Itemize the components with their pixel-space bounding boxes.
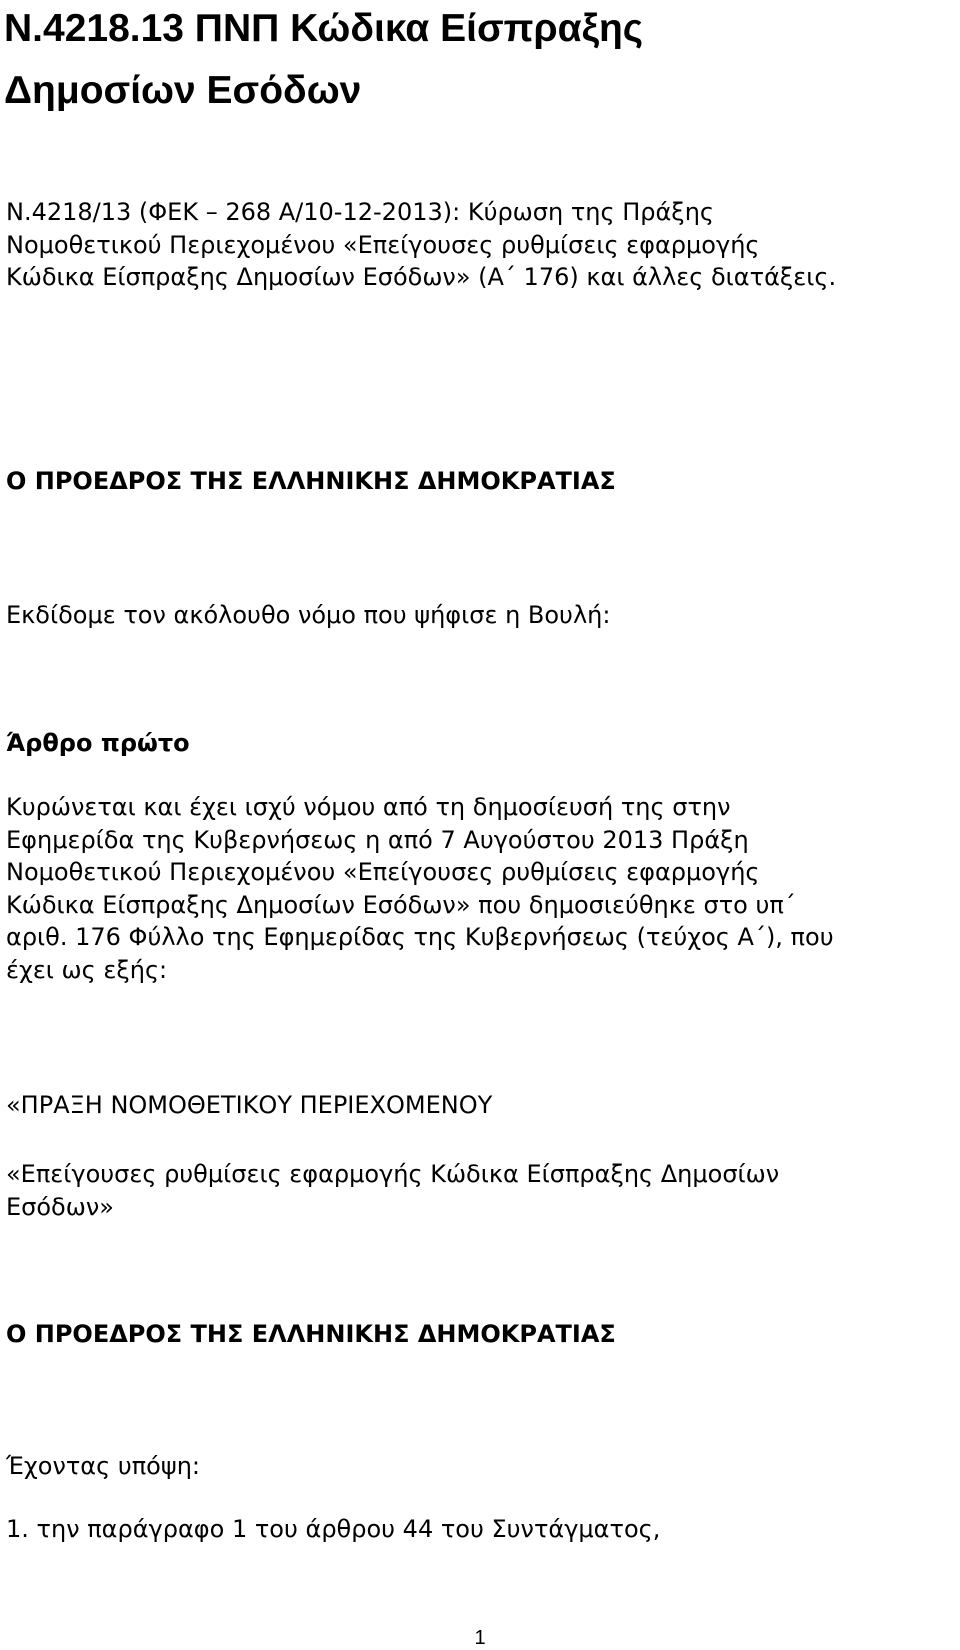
president-heading: Ο ΠΡΟΕΔΡΟΣ ΤΗΣ ΕΛΛΗΝΙΚΗΣ ΔΗΜΟΚΡΑΤΙΑΣ [6, 467, 616, 495]
article-line: Εφημερίδα της Κυβερνήσεως η από 7 Αυγούστου 2013 Πράξη [6, 825, 749, 854]
law-subtitle [6, 196, 960, 294]
article-body [6, 791, 960, 986]
article-line: Κυρώνεται και έχει ισχύ νόμου από τη δημοσίευσή της στην [6, 793, 731, 821]
title-line: Δημοσίων Εσόδων [4, 69, 362, 112]
act-title-line: «Επείγουσες ρυθμίσεις εφαρμογής Κώδικα Είσπραξης Δημοσίων [6, 1160, 780, 1188]
considering-label: Έχοντας υπόψη: [6, 1452, 200, 1480]
act-title [6, 1158, 960, 1223]
issue-statement: Εκδίδομε τον ακόλουθο νόμο που ψήφισε η Βουλή: [6, 601, 611, 629]
article-line: Κώδικα Είσπραξης Δημοσίων Εσόδων» που δημοσιεύθηκε στο υπ΄ [6, 890, 796, 919]
list-item: 1. την παράγραφο 1 του άρθρου 44 του Συντάγματος, [6, 1515, 661, 1543]
act-heading: «ΠΡΑΞΗ ΝΟΜΟΘΕΤΙΚΟΥ ΠΕΡΙΕΧΟΜΕΝΟΥ [6, 1091, 493, 1119]
subtitle-line: Κώδικα Είσπραξης Δημοσίων Εσόδων» (Α΄ 176) και άλλες διατάξεις. [6, 263, 837, 291]
document-title [4, 0, 960, 122]
president-heading-second: Ο ΠΡΟΕΔΡΟΣ ΤΗΣ ΕΛΛΗΝΙΚΗΣ ΔΗΜΟΚΡΑΤΙΑΣ [6, 1320, 616, 1348]
subtitle-line: Νομοθετικού Περιεχομένου «Επείγουσες ρυθμίσεις εφαρμογής [6, 230, 760, 259]
title-line: Ν.4218.13 ΠΝΠ Κώδικα Είσπραξης [4, 7, 644, 50]
act-title-line: Εσόδων» [6, 1192, 114, 1221]
article-line: αριθ. 176 Φύλλο της Εφημερίδας της Κυβερνήσεως (τεύχος Α΄), που [6, 923, 834, 951]
article-line: έχει ως εξής: [6, 955, 168, 984]
page-number: 1 [474, 1627, 486, 1649]
article-line: Νομοθετικού Περιεχομένου «Επείγουσες ρυθμίσεις εφαρμογής [6, 858, 760, 886]
article-heading: Άρθρο πρώτο [6, 729, 190, 757]
subtitle-line: Ν.4218/13 (ΦΕΚ – 268 Α/10-12-2013): Κύρωση της Πράξης [6, 198, 714, 226]
